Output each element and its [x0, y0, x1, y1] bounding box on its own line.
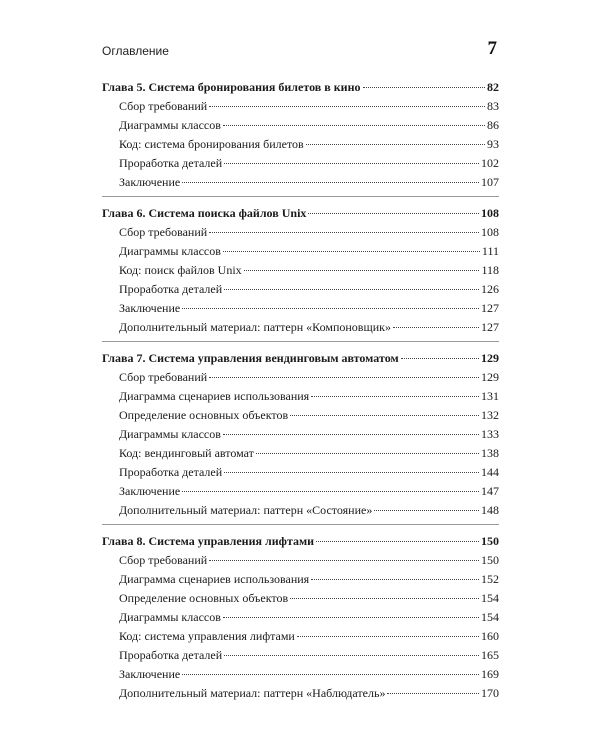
toc-section-entry-page: 170 — [481, 686, 499, 700]
toc-chapter-entry-page: 108 — [481, 206, 499, 220]
toc-section-entry-label: Диаграммы классов — [119, 610, 221, 624]
dot-leader — [182, 308, 479, 309]
toc-section-entry[interactable] — [102, 116, 499, 135]
toc-section-entry-label: Заключение — [119, 301, 181, 315]
toc-section-entry[interactable] — [102, 570, 499, 589]
toc-section-entry-label: Код: система управления лифтами — [119, 629, 295, 643]
toc-section-entry-page: 83 — [487, 99, 499, 113]
toc-chapter-entry-label: Глава 7. Система управления вендинговым автоматом — [102, 351, 399, 365]
toc-section-entry-label: Диаграммы классов — [119, 118, 221, 132]
dot-leader — [209, 232, 479, 233]
toc-section-entry[interactable] — [102, 154, 499, 173]
toc-section-entry-label: Код: система бронирования билетов — [119, 137, 304, 151]
toc-chapter-entry-label: Глава 8. Система управления лифтами — [102, 534, 315, 548]
dot-leader — [209, 377, 479, 378]
toc-section-entry-page: 132 — [481, 408, 499, 422]
toc-section-entry-label: Диаграмма сценариев использования — [119, 572, 310, 586]
toc-chapter-block — [102, 349, 499, 525]
toc-section-entry[interactable] — [102, 406, 499, 425]
toc-section-entry[interactable] — [102, 627, 499, 646]
dot-leader — [316, 541, 479, 542]
toc-section-entry-page: 152 — [481, 572, 499, 586]
toc-section-entry-label: Сбор требований — [119, 553, 208, 567]
toc-chapter-entry[interactable] — [102, 78, 499, 97]
dot-leader — [224, 472, 479, 473]
dot-leader — [223, 617, 479, 618]
dot-leader — [209, 106, 485, 107]
toc-section-entry[interactable] — [102, 589, 499, 608]
toc-section-entry[interactable] — [102, 425, 499, 444]
dot-leader — [182, 491, 479, 492]
toc-section-entry[interactable] — [102, 684, 499, 703]
toc-section-entry[interactable] — [102, 318, 499, 337]
toc-section-entry-label: Проработка деталей — [119, 156, 223, 170]
toc-chapter-block — [102, 204, 499, 342]
toc-section-entry-page: 107 — [481, 175, 499, 189]
toc-section-entry-label: Сбор требований — [119, 99, 208, 113]
dot-leader — [306, 144, 485, 145]
toc-section-entry-label: Дополнительный материал: паттерн «Компоновщик» — [119, 320, 391, 334]
toc-section-entry[interactable] — [102, 242, 499, 261]
toc-chapter-entry[interactable] — [102, 349, 499, 368]
toc-section-entry-page: 160 — [481, 629, 499, 643]
toc-section-entry-page: 147 — [481, 484, 499, 498]
toc-section-entry-label: Проработка деталей — [119, 465, 223, 479]
dot-leader — [209, 560, 479, 561]
toc-section-entry-page: 138 — [481, 446, 499, 460]
toc-section-entry-page: 154 — [481, 591, 499, 605]
toc-section-entry-label: Дополнительный материал: паттерн «Состояние» — [119, 503, 373, 517]
dot-leader — [224, 655, 479, 656]
toc-section-entry-label: Сбор требований — [119, 225, 208, 239]
toc-chapter-entry-label: Глава 5. Система бронирования билетов в кино — [102, 80, 361, 94]
dot-leader — [223, 434, 479, 435]
toc-section-entry-label: Код: вендинговый автомат — [119, 446, 254, 460]
dot-leader — [387, 693, 479, 694]
dot-leader — [182, 182, 479, 183]
dot-leader — [182, 674, 479, 675]
toc-chapter-entry[interactable] — [102, 532, 499, 551]
toc-section-entry-label: Проработка деталей — [119, 648, 223, 662]
toc-section-entry[interactable] — [102, 501, 499, 520]
toc-chapter-entry[interactable] — [102, 204, 499, 223]
toc-section-entry-page: 165 — [481, 648, 499, 662]
toc-section-entry-label: Заключение — [119, 484, 181, 498]
toc-section-entry-label: Определение основных объектов — [119, 591, 289, 605]
toc-section-entry-page: 169 — [481, 667, 499, 681]
toc-section-entry[interactable] — [102, 551, 499, 570]
dot-leader — [401, 358, 479, 359]
toc-section-entry-page: 133 — [481, 427, 499, 441]
toc-section-entry[interactable] — [102, 97, 499, 116]
toc-section-entry-label: Определение основных объектов — [119, 408, 289, 422]
table-of-contents — [102, 78, 499, 714]
toc-section-entry-page: 127 — [481, 301, 499, 315]
dot-leader — [311, 396, 479, 397]
toc-section-entry-page: 154 — [481, 610, 499, 624]
toc-section-entry-page: 150 — [481, 553, 499, 567]
toc-section-entry-label: Диаграммы классов — [119, 427, 221, 441]
toc-section-entry-page: 148 — [481, 503, 499, 517]
toc-section-entry[interactable] — [102, 463, 499, 482]
dot-leader — [256, 453, 479, 454]
toc-section-entry-label: Проработка деталей — [119, 282, 223, 296]
toc-section-entry-label: Диаграммы классов — [119, 244, 221, 258]
toc-chapter-block — [102, 78, 499, 197]
toc-section-entry[interactable] — [102, 173, 499, 192]
toc-section-entry[interactable] — [102, 135, 499, 154]
dot-leader — [223, 251, 480, 252]
toc-section-entry-page: 108 — [481, 225, 499, 239]
toc-section-entry[interactable] — [102, 646, 499, 665]
dot-leader — [290, 598, 479, 599]
toc-section-entry-label: Код: поиск файлов Unix — [119, 263, 242, 277]
toc-section-entry[interactable] — [102, 261, 499, 280]
toc-section-entry-label: Дополнительный материал: паттерн «Наблюдатель» — [119, 686, 386, 700]
toc-section-entry-label: Заключение — [119, 175, 181, 189]
toc-section-entry[interactable] — [102, 665, 499, 684]
toc-section-entry-page: 127 — [481, 320, 499, 334]
dot-leader — [393, 327, 479, 328]
toc-section-entry-label: Заключение — [119, 667, 181, 681]
toc-section-entry-label: Сбор требований — [119, 370, 208, 384]
toc-chapter-entry-page: 150 — [481, 534, 499, 548]
toc-section-entry-page: 86 — [487, 118, 499, 132]
toc-section-entry-page: 129 — [481, 370, 499, 384]
toc-section-entry[interactable] — [102, 299, 499, 318]
dot-leader — [363, 87, 485, 88]
toc-section-entry[interactable] — [102, 368, 499, 387]
dot-leader — [224, 289, 479, 290]
toc-section-entry-page: 93 — [487, 137, 499, 151]
toc-section-entry-page: 118 — [481, 263, 499, 277]
dot-leader — [224, 163, 479, 164]
dot-leader — [244, 270, 480, 271]
toc-section-entry-page: 102 — [481, 156, 499, 170]
dot-leader — [297, 636, 479, 637]
dot-leader — [290, 415, 479, 416]
toc-section-entry-page: 144 — [481, 465, 499, 479]
toc-chapter-block — [102, 532, 499, 707]
toc-section-entry-page: 111 — [481, 244, 499, 258]
dot-leader — [374, 510, 479, 511]
toc-section-entry[interactable] — [102, 608, 499, 627]
dot-leader — [311, 579, 479, 580]
toc-section-entry-page: 126 — [481, 282, 499, 296]
toc-section-entry[interactable] — [102, 280, 499, 299]
toc-chapter-entry-label: Глава 6. Система поиска файлов Unix — [102, 206, 307, 220]
toc-section-entry[interactable] — [102, 223, 499, 242]
running-head: Оглавление — [102, 44, 169, 58]
toc-chapter-entry-page: 82 — [487, 80, 499, 94]
toc-section-entry[interactable] — [102, 444, 499, 463]
toc-section-entry[interactable] — [102, 387, 499, 406]
toc-chapter-entry-page: 129 — [481, 351, 499, 365]
page-number: 7 — [487, 38, 497, 59]
toc-section-entry-label: Диаграмма сценариев использования — [119, 389, 310, 403]
toc-section-entry[interactable] — [102, 482, 499, 501]
dot-leader — [223, 125, 485, 126]
dot-leader — [308, 213, 479, 214]
toc-section-entry-page: 131 — [481, 389, 499, 403]
